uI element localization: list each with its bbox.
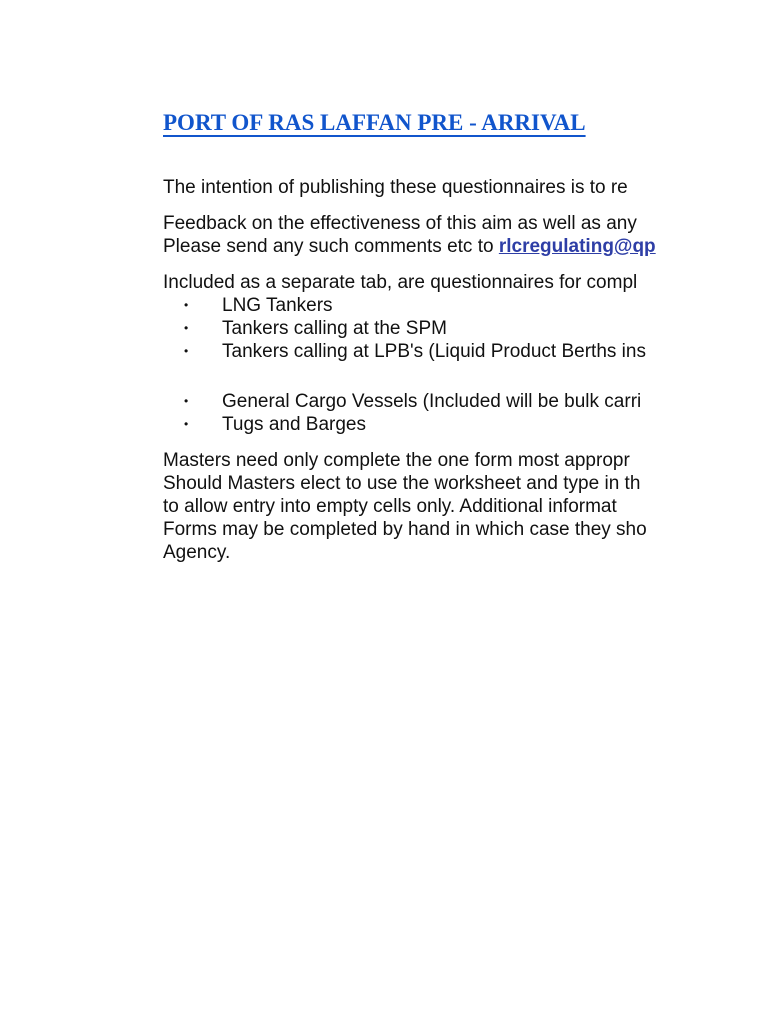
- instructions-line: Agency.: [163, 542, 231, 563]
- instructions-paragraph: [163, 449, 647, 564]
- paragraph-spacer: [163, 436, 638, 449]
- bullet-icon: •: [184, 298, 189, 312]
- email-link[interactable]: rlcregulating@qp: [498, 236, 656, 257]
- list-item: [163, 413, 638, 436]
- feedback-line-2: [163, 235, 656, 258]
- bullet-icon: •: [184, 394, 189, 408]
- instructions-line: Should Masters elect to use the worksheet and type in th: [163, 473, 641, 494]
- feedback-paragraph: [163, 212, 656, 258]
- list-item-text: Tugs and Barges: [222, 414, 366, 435]
- bullet-icon: •: [184, 321, 189, 335]
- questionnaires-paragraph: Included as a separate tab, are questionnaires for compl: [163, 272, 638, 293]
- list-item-text: Tankers calling at the SPM: [222, 318, 447, 339]
- list-item-text: Tankers calling at LPB's (Liquid Product Berths ins: [222, 341, 646, 362]
- list-item: [163, 390, 642, 413]
- instructions-line: Forms may be completed by hand in which case they sho: [163, 519, 647, 540]
- vessel-list-2: [163, 390, 642, 436]
- list-item-text: LNG Tankers: [222, 295, 333, 316]
- list-item: [163, 294, 638, 317]
- page-title: PORT OF RAS LAFFAN PRE - ARRIVAL: [163, 110, 586, 135]
- intro-paragraph: The intention of publishing these questionnaires is to re: [163, 177, 628, 198]
- instructions-line: to allow entry into empty cells only. Additional informat: [163, 496, 617, 517]
- instructions-line: Masters need only complete the one form most appropr: [163, 450, 630, 471]
- feedback-line-1: Feedback on the effectiveness of this aim as well as any: [163, 213, 637, 234]
- list-item: [163, 317, 638, 340]
- list-item-text: General Cargo Vessels (Included will be bulk carri: [222, 391, 642, 412]
- document-body: [163, 108, 656, 564]
- vessel-list-1: [163, 294, 646, 363]
- bullet-icon: •: [184, 417, 189, 431]
- list-spacer: [163, 363, 638, 390]
- list-item: [163, 340, 646, 363]
- bullet-icon: •: [184, 344, 189, 358]
- feedback-line-2-text: Please send any such comments etc to: [163, 236, 499, 257]
